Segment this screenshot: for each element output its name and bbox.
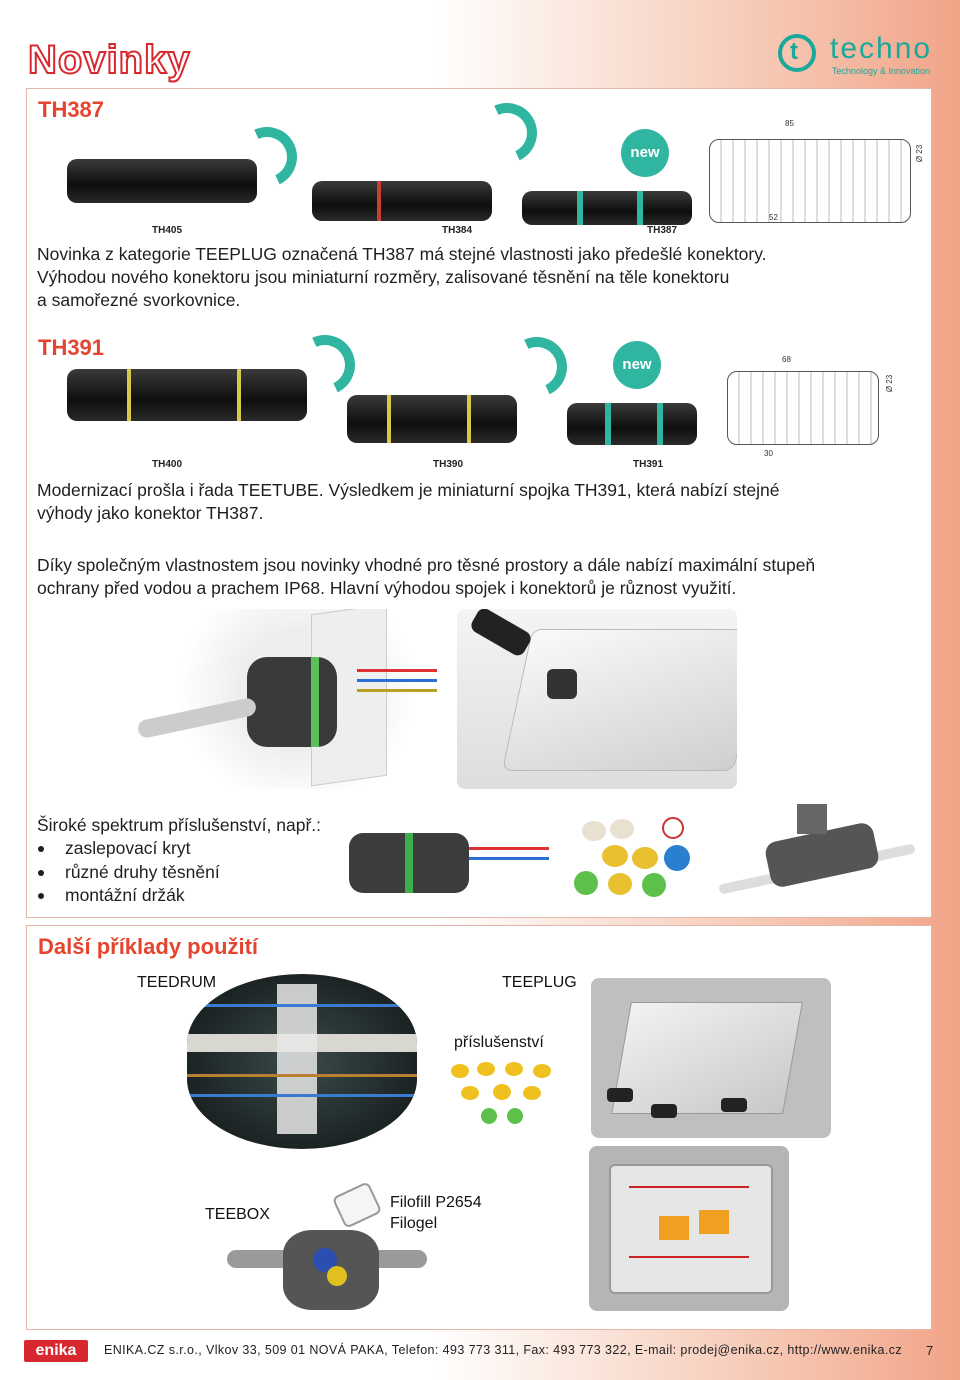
product-label: TH384 xyxy=(442,225,473,236)
product-label: TH390 xyxy=(433,459,464,470)
product-label: TH405 xyxy=(152,225,183,236)
th400-tube-image xyxy=(67,369,307,421)
th387-title: TH387 xyxy=(38,97,105,122)
accessories-photo xyxy=(447,1058,557,1128)
filogel-caption: Filogel xyxy=(390,1215,438,1232)
product-label: TH387 xyxy=(647,225,678,236)
news-panel xyxy=(26,88,932,918)
footer-contact: ENIKA.CZ s.r.o., Vlkov 33, 509 01 NOVÁ PAKA, Telefon: 493 773 311, Fax: 493 773 322, E-mail: prodej@enika.cz, http://www.enika.cz xyxy=(104,1343,903,1357)
common-features-text: Díky společným vlastnostem jsou novinky vhodné pro těsné prostory a dále nabízí maximální stupeň ochrany před vodou a prachem IP68. Hlavní výhodou spojek i konektorů je různost využití. xyxy=(37,555,816,598)
enika-logo: enika xyxy=(24,1340,88,1362)
page-number: 7 xyxy=(926,1343,934,1358)
seals-photo xyxy=(572,811,702,901)
end-cap-photo xyxy=(349,817,549,907)
th391-title: TH391 xyxy=(38,335,105,360)
teedrum-photo xyxy=(187,974,417,1149)
th387-connector-image xyxy=(522,191,692,225)
teebox-caption: TEEBOX xyxy=(205,1206,270,1223)
mounting-bracket-photo xyxy=(717,804,917,904)
product-label: TH391 xyxy=(633,459,664,470)
list-item: montážní držák xyxy=(37,884,367,908)
new-badge: new xyxy=(613,341,661,389)
logo-tagline: Technology & Innovation xyxy=(832,66,931,76)
th387-dimension-drawing xyxy=(709,139,911,223)
th384-connector-image xyxy=(312,181,492,221)
th391-product-strip xyxy=(57,339,697,469)
teedrum-caption: TEEDRUM xyxy=(137,974,217,991)
dimension-label: 85 xyxy=(785,119,794,128)
dimension-label: 30 xyxy=(764,449,773,458)
th405-connector-image xyxy=(67,159,257,203)
th387-description: Novinka z kategorie TEEPLUG označená TH387 má stejné vlastnosti jako předešlé konektory. Výhodou nového konektoru jsou miniaturní rozměry, zalisované těsnění na těle konektoru a samořezné svorkovnice. xyxy=(37,244,767,310)
product-label: TH400 xyxy=(152,459,183,470)
dimension-label: 52 xyxy=(769,213,778,222)
teeplug-box-photo xyxy=(591,978,831,1138)
dimension-label: 68 xyxy=(782,355,791,364)
list-item: zaslepovací kryt xyxy=(37,837,367,861)
accessories-list xyxy=(37,814,367,908)
new-badge: new xyxy=(621,129,669,177)
accessories-heading: Široké spektrum příslušenství, např.: xyxy=(37,815,321,835)
th391-tube-image xyxy=(567,403,697,445)
dimension-label: Ø 23 xyxy=(915,144,925,163)
filofill-caption: Filofill P2654 xyxy=(390,1194,482,1211)
th390-tube-image xyxy=(347,395,517,443)
th387-product-strip xyxy=(57,129,697,239)
list-item: různé druhy těsnění xyxy=(37,861,367,885)
cable-gland-photo xyxy=(127,609,437,789)
arrow-icon xyxy=(499,329,576,406)
luminaire-photo xyxy=(457,609,737,789)
examples-title: Další příklady použití xyxy=(38,934,259,959)
logo-mark: t xyxy=(790,38,798,65)
logo-name: techno xyxy=(830,32,933,65)
accessories-caption: příslušenství xyxy=(454,1034,544,1051)
th391-dimension-drawing xyxy=(727,371,879,445)
page-title: Novinky xyxy=(28,38,191,82)
junction-box-photo xyxy=(589,1146,789,1311)
dimension-label: Ø 23 xyxy=(885,374,895,393)
examples-panel xyxy=(26,925,932,1330)
teebox-photo xyxy=(227,1226,427,1316)
th391-description: Modernizací prošla i řada TEETUBE. Výsledkem je miniaturní spojka TH391, která nabízí stejné výhody jako konektor TH387. xyxy=(37,480,780,523)
teeplug-caption: TEEPLUG xyxy=(502,974,577,991)
accessories-items xyxy=(37,837,367,908)
arrow-icon xyxy=(469,95,546,172)
techno-logo xyxy=(778,30,943,80)
